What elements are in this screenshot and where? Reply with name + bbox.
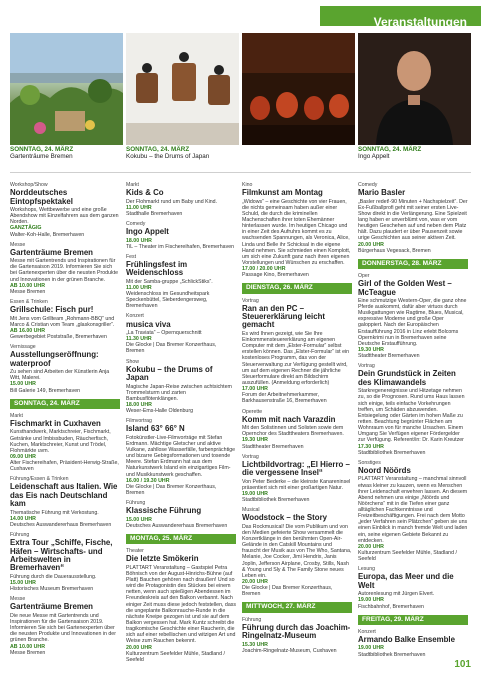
day-heading: SONNTAG, 24. MÄRZ [10,399,120,409]
event-category: Konzert [126,313,144,320]
event-entry [358,363,468,456]
photo-comedian [358,33,471,145]
event-location: Kulturzentrum Seefelder Mühle, Stadland / Seefeld [358,550,457,563]
event-title: Grillschule: Fisch pur! [10,305,94,315]
event-category: Markt [10,412,23,419]
event-time: AB 16.00 UHR [10,327,46,334]
event-entry [126,500,236,529]
event-time: 20.00 UHR [358,241,384,248]
event-entry [126,182,236,217]
event-location: TiL – Theater im Fischereihafen, Bremerhaven [126,243,235,250]
event-entry [10,476,120,528]
event-time: 20.00 UHR [242,579,268,585]
event-time: 15.00 UHR [126,516,152,523]
event-entry [10,532,120,592]
event-time: 17.00 UHR [242,386,268,393]
photo-stage-drums [242,33,355,145]
event-location: Stadtbibliothek Bremerhaven [358,651,426,658]
event-category: Theater [126,548,144,555]
event-location: Kulturzentrum Seefelder Mühle, Stadland / Seefeld [126,650,225,663]
event-category: Vernissage [10,344,36,351]
event-entry [126,221,236,250]
event-category: Markt [126,182,139,188]
event-location: Weidenschloss im Gesundheitspark Speckenbüttel, Sieberdengersweg, Bremerhaven [126,291,210,310]
event-title: Armando Balke Ensemble [358,634,455,644]
event-entry [10,242,120,295]
day-heading: MONTAG, 25. MÄRZ [126,534,236,544]
event-location: Stadthalle Bremerhaven [126,210,183,217]
column-2 [126,178,236,663]
event-category: Vortrag [242,297,259,304]
event-category: Filmvortrag [126,418,152,425]
caption-title: Ingo Appelt [358,153,390,160]
event-entry [242,298,352,405]
day-heading: DONNERSTAG, 28. MÄRZ [358,259,468,269]
event-location: Die Glocke | Das Bremer Konzerthaus, Bremen [126,342,217,355]
event-time: 19.30 UHR [242,437,268,444]
event-category: Musical [242,507,260,514]
photo-caption-3 [358,146,421,160]
event-location: Historisches Museum Bremerhaven [10,586,94,593]
event-location: Gewerbegebiet Poststraße, Bremerhaven [10,334,107,341]
event-entry [10,596,120,656]
event-time: 16.00 / 19.30 UHR [126,477,170,484]
event-entry [242,409,352,450]
event-title: Girl of the Golden West – McTeague [358,279,452,297]
event-title: Norddeutsches Eintopfspektakel [10,188,73,206]
event-description: Magische Japan-Reise zwischen achtsichtem Trommelsturm und zarten Bambusflötenklängen. [126,383,232,402]
event-title: Extra Tour „Schiffe, Fische, Häfen – Wirtschafts- und Arbeitswelten in Bremerhaven“ [10,538,113,573]
event-location: Passage Kino, Bremerhaven [242,272,309,279]
event-category: Comedy [358,182,378,188]
event-time: 17.00 / 20.00 UHR [242,266,286,273]
event-category: Comedy [126,220,146,227]
event-entry [242,617,352,654]
event-location: Walter-Koh-Halle, Bremerhaven [10,231,85,238]
event-title: Komm mit nach Varazdin [242,414,336,424]
event-entry [358,273,468,359]
event-category: Oper [358,272,370,279]
event-location: Stadtbibliothek Bremerhaven [358,449,426,456]
event-location: Weser-Ems-Halle Oldenburg [126,408,194,415]
photo-garden-fair [10,33,123,145]
event-title: Ausstellungseröffnung: waterproof [10,350,99,368]
event-time: 14.00 UHR [10,515,36,522]
column-3 [242,178,352,654]
event-description: Es wird Ihnen gezeigt, wie Sie Ihre Einkommensteuererklärung am eigenen Computer mit dem „Elster-Formular“ selbst erstellen können. Das „Elster-Formular“ ist ein kostenloses Programm, das von der Steuerverwaltung zur Verfügung gestellt wird, um auf dem eigenen Rechner die jährliche Steuerformulare direkt am Bildschirm auszufüllen. (Anmeldung erforderlich) [242,330,350,386]
event-title: Kokubu – the Drums of Japan [126,364,213,383]
event-category: Messe [10,241,26,248]
event-time: 19.30 UHR [358,347,384,354]
event-category: Kino [242,182,253,188]
section-title: Veranstaltungen [373,15,467,29]
event-title: Frühlingsfest im Weidenschloss [126,259,188,278]
event-category: Show [126,358,139,365]
event-entry [126,359,236,415]
event-title: Leidenschaft aus Italien. Wie das Eis nach Deutschland kam [10,482,118,509]
event-category: Konzert [358,628,376,635]
photo-strip [10,33,471,145]
event-description: Fotokünstler-Live-Filmvorträge mit Stefan Erdmann. Mächtige Gletscher und aktive Vulkane, zahllose Wasserfälle, farbenprächtige und bizarre Gebirgsformationen und tosende Meere. Stefan Erdmann hat aus dem Naturkunstwerk Island ein einzigartiges Film- und Musikkunstwerk geschaffen. [126,434,236,478]
event-title: Dein Grundstück in Zeiten des Klimawandels [358,369,456,387]
event-location: Joachim-Ringelnatz-Museum, Cuxhaven [242,647,337,654]
event-location: Die Glocke | Das Bremer Konzerthaus, Bremen [242,585,333,598]
event-title: Europa, das Meer und die Welt [358,572,454,590]
day-heading: DIENSTAG, 26. MÄRZ [242,283,352,293]
event-time: 11.30 UHR [126,336,152,343]
event-entry [358,629,468,658]
event-time: 09.00 UHR [10,453,36,460]
event-description: Workshops, Wettbewerbe und eine große Abendshow mit Einzelfahrern aus dem ganzen Norden. [10,206,119,226]
event-description: „La Traviata“ – Opernquerschnitt [126,330,202,336]
caption-title: Kokubu – the Drums of Japan [126,153,210,160]
event-description: Mit der Samba-gruppe „SchlickStiks“. [126,278,213,285]
event-time: 20.00 UHR [126,644,152,651]
event-title: Führung durch das Joachim-Ringelnatz-Museum [242,622,351,641]
event-description: Autorenlesung mit Jürgen Elvert. [358,591,435,598]
event-title: Woodstock – the Story [242,513,328,523]
event-time: 19.00 UHR [358,645,384,652]
event-location: Alter Fischereihafen, Präsident-Herwig-Straße, Cuxhaven [10,460,119,473]
photo-drums-of-japan [126,33,239,145]
photo-caption-2 [126,146,209,160]
event-category: Führung/Essen & Trinken [10,476,69,483]
caption-divider [10,172,471,173]
column-4 [358,178,468,658]
event-entry [10,182,120,238]
event-description: Der Flohmarkt rund um Baby und Kind. [126,198,218,205]
event-location: Messe Bremen [10,288,46,295]
event-location: Fischbahnhof, Bremerhaven [358,603,424,610]
event-category: Führung [10,532,30,539]
event-description: Starkregenereignisse und Hitzetage nehmen zu, so die Prognosen. Rund ums Haus lassen sich einige, teils einfache Vorkehrungen treffen, um Schäden abzuwenden. Entsiegelung oder Gärten im hohen Maße zu retten. Beachtung begrünter Flächen am Wohnraum von für manche Ursachen. Einem Umgang Sie Verfügen eigener Fördergelder zur Verfügung. Referent/in: Dr. Karin Kreutzer [358,388,465,444]
event-entry [242,454,352,504]
event-entry [126,254,236,310]
event-title: Kids & Co [126,188,164,198]
event-category: Vortrag [358,363,375,370]
event-title: Klassische Führung [126,506,202,516]
event-location: Deutsches Auswandererhaus Bremerhaven [10,521,112,528]
event-time: 18.00 UHR [126,401,152,408]
event-time: 20.00 UHR [358,543,384,550]
event-location: Stadttheater Bremerhaven [242,443,304,450]
event-description: Kunsthandwerk, Marktschreier, Fischmarkt, Getränke und Imbissbuden, Räucherfisch, Kuchen, Marktschreier, Kunst und Trödel, Flohmärkte uvm. [10,429,111,454]
event-location: Stadtbibliothek Bremerhaven [242,497,310,504]
event-location: Deutsches Auswandererhaus Bremerhaven [126,522,228,529]
event-description: Mit Jens vom Grillteam „Rohmann-BBQ“ und Marco & Cristian vom Team „glaskonsgriller“. [10,315,115,328]
event-title: musica viva [126,319,171,329]
page-header [0,0,481,30]
event-location: Forum der Arbeitnehmerkammer, Barkhausenstraße 16, Bremerhaven [242,392,327,405]
event-time: AB 10.00 UHR [10,282,46,289]
event-description: Zu sehen sind Arbeiten der Künstlerin Anja Witt, Malerei. [10,369,110,382]
day-heading: FREITAG, 29. MÄRZ [358,615,468,625]
event-category: Führung [126,500,146,507]
event-category: Essen & Trinken [10,299,48,306]
event-category: Messe [10,596,26,603]
event-entry [10,344,120,394]
event-location: Stadttheater Bremerhaven [358,353,420,360]
event-description: „Widows“ – eine Geschichte von vier Frauen, die nichts gemeinsam haben außer einer Schuld, die durch die kriminellen Machenschaften ihrer toten Ehemänner hinterlassen wurde. Im heutigen Chicago und in einer Zeit des Aufruhrs kommt es zu wachsenden Spannungen, als Veronica, Alice, Linda und Belle ihr Schicksal in die eigene Hand nehmen. Sie schmieden einen Komplott, um sich eine Zukunft ganz nach ihren eigenen Vorstellungen und Wünschen zu erschaffen. [242,198,351,266]
event-entry [126,313,236,354]
event-entry [126,418,236,496]
event-description: Thematische Führung mit Verkostung. [10,509,99,516]
event-time: 11.00 UHR [126,284,152,291]
event-time: AB 10.00 UHR [10,643,46,650]
event-entry [10,299,120,340]
event-time: 19.00 UHR [358,597,384,604]
caption-date: SONNTAG, 24. MÄRZ [126,146,190,153]
event-entry [10,413,120,473]
event-location: Die Glocke | Das Bremer Konzerthaus, Bremen [126,483,217,497]
event-title: Gartenträume Bremen [10,602,93,612]
event-time: 15.00 UHR [10,580,36,587]
event-category: Sonstiges [358,459,381,466]
event-description: Mit den Solistinnen und Solisten sowie dem Opernchor des Stadttheaters Bremerhaven. [242,425,344,438]
event-category: Vortrag [242,453,259,460]
event-category: Führung [242,616,262,623]
event-title: Mario Basler [358,188,406,198]
event-description: Führung durch die Dauerausstellung. [10,573,97,580]
event-location: Bürgerhaus Vegesack, Bremen [358,247,431,254]
event-entry [242,182,352,278]
event-time: GANZTÄGIG [10,225,42,232]
caption-date: SONNTAG, 24. MÄRZ [10,146,74,153]
caption-title: Gartenträume Bremen [10,153,73,160]
event-title: Noord Nöörds [358,465,411,475]
event-time: 19.00 UHR [242,490,268,497]
event-title: Filmkunst am Montag [242,188,323,198]
event-description: Die neue Messe mit Gartentrends und Inspirationen für die Gartensaison 2019. Informieren Sie sich bei Gartenexperten über die neusten Produkte und Innovationen in der grünen Branche. [10,612,116,644]
event-title: Ran an den PC – Steuererklärung leicht gemacht [242,303,325,330]
event-location: Bill Galerie 149, Bremerhaven [10,387,81,394]
event-title: Die letzte Smökerin [126,554,199,564]
event-entry [126,548,236,663]
event-time: 11.00 UHR [126,204,152,211]
event-description: Von Peter Bederke – die kleinste Kanareninsel präsentiert sich mit einer großartigen Natur. [242,478,351,491]
event-description: Eine schmutzige Western-Oper, die ganz ohne Pferde auskommt, dafür aber virtuos durch Musikgattungen wie Ragtime, Blues, Musical, expressive Moderne und große Oper galoppiert. Nach der Europäischen Erstaufführung 2016 in Linz erlebt Bolcoms Opernkrimi nun in Bremerhaven seine Deutsche Erstaufführung. [358,297,467,347]
event-time: 15.30 UHR [242,641,268,648]
event-title: Fischmarkt in Cuxhaven [10,418,101,428]
event-location: Messe Bremen [10,649,46,656]
event-time: 17.30 UHR [358,443,384,450]
event-category: Operette [242,408,263,415]
event-description: Messe mit Gartentrends und Inspirationen für die Gartensaison 2019. Informieren Sie sich bei Gartenexperten über die neusten Produkte und Innovationen in der grünen Branche. [10,258,118,283]
section-header-bar [320,6,481,29]
event-entry [358,182,468,254]
event-description: PLATTART Veranstaltung – manchmal sinnvoll etwas kleiner zu kauzen, wenn es Menschen ihrer Leidenschaft erwehren lassen. An diesem Abend nehmen uns einige „Nöörds und Nöörchens“ mit in die Tiefen einer ganz alltäglichen Fachkenntnisse und Freizeitbeschäftigungen. Frei nach dem Motto „jeder Verfahren sein Plätzchen“ geben sie uns einen Einblick in manch fremde Welt und laden ein, seine eigenen Gebiete Bekannt zu entdecken. [358,476,468,544]
photo-caption-1 [10,146,73,160]
event-category: Lesung [358,566,376,573]
event-description: Das Rockmusical! Die vom Publikum und von den Medien gefeierte Show versammelt die Konzertklänge in den berühmten Open-Air-Gelände in den Catskill Mountains und frauscht der Musik aus von The Who, Santana, Melanie, Joe Cocker, Jimi Hendrix, Janis Joplin, Jefferson Airplane, Crosby, Stills, Nash & Young und Sly & The Family Stone neues Leben ein. [242,523,352,579]
event-time: 18.00 UHR [126,237,152,244]
column-1 [10,178,120,656]
event-title: Gartenträume Bremen [10,247,93,257]
day-heading: MITTWOCH, 27. MÄRZ [242,602,352,612]
caption-date: SONNTAG, 24. MÄRZ [358,146,422,153]
event-entry [358,460,468,563]
event-description: PLATTART Veranstaltung – Gastspiel Petra Böhnisch von der August-Hinrichs-Bühne (auf Platt) Bauchen gehören nach draußen! Und so wird die Protagonistin des Stückes bei einem netten, wenn auch spießigen Abendessen im Freundeskreis auf den Balkon verbannt. Nach einiger Zeit muss diese jedoch feststellen, dass die ungeplante Balkonrauche-Runde in die nächste Kneipe gezogen ist und sie auf dem Balkon vergessen hat. Mark Kuntz schreibt die tragikomische Geschichte einer Raucherin, die sich auf einer rebellischen und witzigen Art und Weise zum Rauchen bekennt. [126,564,237,645]
page-number: 101 [454,659,471,670]
event-category: Workshop/Show [10,182,48,188]
event-entry [242,507,352,597]
event-category: Fest [126,253,137,260]
event-title: Ingo Appelt [126,227,169,237]
event-title: Lichtbildvortrag: „El Hierro – die vergessene Insel“ [242,459,350,478]
event-time: 15.00 UHR [10,381,36,388]
event-description: „Basler redet!-90 Minuten + Nachspielzeit“. Der Ex-Fußballprofi geht mit seiner ersten Live-Show direkt in die Verlängerung. Eine Spielzeit lang haben er unverblümt von, was er vom heutigen Geschehen auf und neben dem Platz hält. Dazu plaudert er über Pausenzeit sowie urige Geschichten aus seiner aktiven Zeit. [358,198,468,242]
event-entry [358,566,468,609]
event-title: Island 63° 66° N [126,424,185,434]
